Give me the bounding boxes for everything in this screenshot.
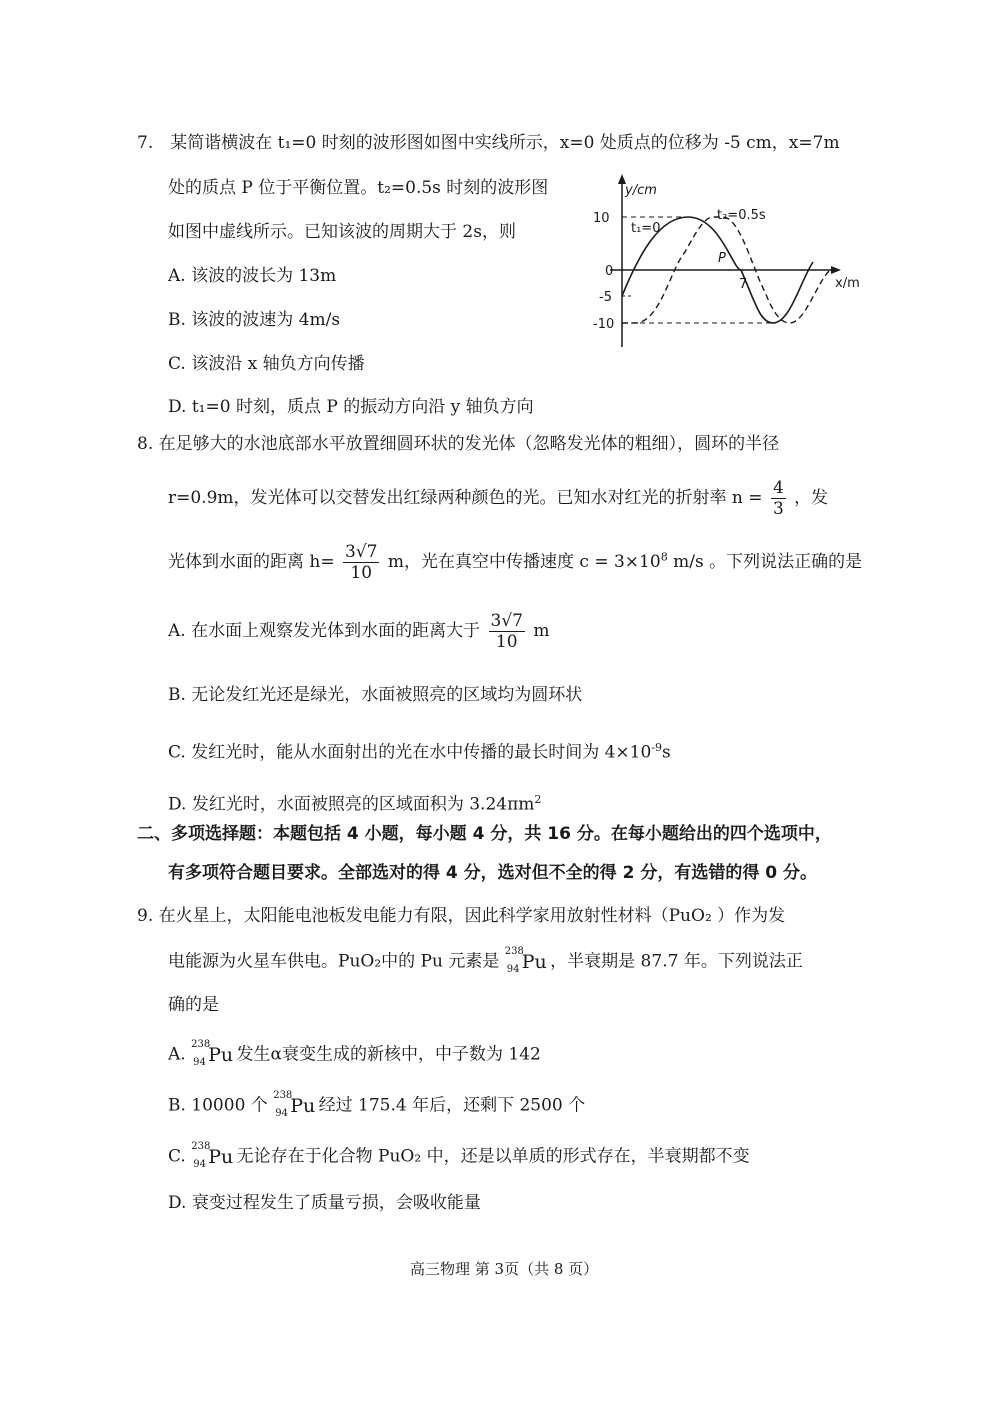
pu238-nuclide xyxy=(504,946,547,975)
tick-neg10: -10 xyxy=(593,317,615,332)
q8-line3-mid: m，光在真空中传播速度 c = 3×10 xyxy=(387,552,661,572)
q7-line3: 如图中虚线所示。已知该波的周期大于 2s，则 xyxy=(168,222,516,242)
q8-option-d-text: D. 发红光时，水面被照亮的区域面积为 3.24πm xyxy=(168,794,535,815)
q9-line2-end: ，半衰期是 87.7 年。下列说法正 xyxy=(550,951,803,972)
q9-option-a-letter: A. xyxy=(168,1044,192,1065)
q8-option-c-exponent: -9 xyxy=(651,741,663,754)
tick-0: 0 xyxy=(605,264,614,279)
q8-line2-text: r=0.9m，发光体可以交替发出红绿两种颜色的光。已知水对红光的折射率 n = xyxy=(168,488,763,508)
section2-title: 二、多项选择题：本题包括 4 小题，每小题 4 分，共 16 分。在每小题给出的四个选项中， xyxy=(137,824,832,844)
q9-option-b-end: 经过 175.4 年后，还剩下 2500 个 xyxy=(318,1095,586,1116)
n-denominator: 3 xyxy=(772,499,784,519)
q9-option-a-text: 发生α衰变生成的新核中，中子数为 142 xyxy=(236,1044,541,1065)
y-axis-label: y/cm xyxy=(625,183,657,198)
x-axis-arrow xyxy=(831,266,841,274)
q7-option-c: C. 该波沿 x 轴负方向传播 xyxy=(168,354,365,374)
element-symbol: Pu xyxy=(290,1095,316,1117)
q9-option-c-letter: C. xyxy=(168,1146,192,1167)
q8-option-a-text: A. 在水面上观察发光体到水面的距离大于 xyxy=(168,621,481,641)
pu238-nuclide xyxy=(191,1039,234,1068)
tick-10: 10 xyxy=(593,211,610,226)
q8-option-c-text: C. 发红光时，能从水面射出的光在水中传播的最长时间为 4×10 xyxy=(168,742,652,763)
q8-option-a-unit: m xyxy=(533,621,550,641)
x-axis-label: x/m xyxy=(835,276,860,291)
label-p: P xyxy=(718,251,726,266)
h-denominator: 10 xyxy=(350,563,373,583)
refractive-index-fraction xyxy=(771,478,786,519)
mass-number: 238 xyxy=(273,1090,293,1101)
mass-number: 238 xyxy=(504,946,524,957)
q8-line3 xyxy=(168,542,862,583)
tick-7: 7 xyxy=(739,277,748,292)
h-numerator: 3√7 xyxy=(345,542,378,562)
q7-line2: 处的质点 P 位于平衡位置。t₂=0.5s 时刻的波形图 xyxy=(168,178,549,198)
q9-option-c xyxy=(168,1141,750,1170)
q7-option-a: A. 该波的波长为 13m xyxy=(168,266,337,286)
element-symbol: Pu xyxy=(208,1044,234,1066)
mass-number: 238 xyxy=(191,1039,211,1050)
pu238-nuclide xyxy=(273,1090,316,1119)
element-symbol: Pu xyxy=(208,1146,234,1168)
q9-line2 xyxy=(168,946,803,975)
q8-line3-end: m/s 。下列说法正确的是 xyxy=(667,552,863,572)
option-a-fraction xyxy=(489,611,525,652)
q8-option-c-unit: s xyxy=(662,742,671,763)
wave-graph xyxy=(585,172,870,357)
page-footer: 高三物理 第 3页（共 8 页） xyxy=(410,1260,599,1278)
q8-option-d-exponent: 2 xyxy=(534,793,542,806)
q9-line3: 确的是 xyxy=(168,995,219,1015)
label-t1: t₁=0 xyxy=(631,221,661,236)
q8-line2 xyxy=(168,478,828,519)
section2-instructions: 有多项符合题目要求。全部选对的得 4 分，选对但不全的得 2 分，有选错的得 0 分。 xyxy=(168,863,817,883)
q8-option-b: B. 无论发红光还是绿光，水面被照亮的区域均为圆环状 xyxy=(168,685,583,705)
atomic-number: 94 xyxy=(506,964,520,975)
q8-option-c xyxy=(168,737,671,764)
q7-option-d: D. t₁=0 时刻，质点 P 的振动方向沿 y 轴负方向 xyxy=(168,397,534,417)
label-t2: t₂=0.5s xyxy=(717,208,766,223)
option-a-denominator: 10 xyxy=(495,632,518,652)
atomic-number: 94 xyxy=(193,1057,206,1068)
q9-option-a xyxy=(168,1039,541,1068)
q9-line1: 9. 在火星上，太阳能电池板发电能力有限，因此科学家用放射性材料（PuO₂ ）作为发 xyxy=(137,906,786,926)
pu238-nuclide xyxy=(191,1141,234,1170)
q9-option-b-text: B. 10000 个 xyxy=(168,1095,268,1116)
q9-option-d: D. 衰变过程发生了质量亏损，会吸收能量 xyxy=(168,1193,481,1213)
q7-option-b: B. 该波的波速为 4m/s xyxy=(168,310,341,330)
q8-line2-end: ，发 xyxy=(794,488,829,508)
atomic-number: 94 xyxy=(193,1159,206,1170)
n-numerator: 4 xyxy=(772,478,784,498)
atomic-number: 94 xyxy=(275,1108,288,1119)
q8-option-a xyxy=(168,611,550,652)
option-a-numerator: 3√7 xyxy=(490,611,523,631)
q9-option-b xyxy=(168,1090,586,1119)
q8-line3-text: 光体到水面的距离 h= xyxy=(168,552,335,572)
element-symbol: Pu xyxy=(521,951,547,973)
q9-option-c-text: 无论存在于化合物 PuO₂ 中，还是以单质的形式存在，半衰期都不变 xyxy=(236,1146,750,1167)
q8-option-d xyxy=(168,789,541,816)
depth-fraction xyxy=(343,542,379,583)
q9-line2-text: 电能源为火星车供电。PuO₂中的 Pu 元素是 xyxy=(168,951,500,972)
q8-line1: 8. 在足够大的水池底部水平放置细圆环状的发光体（忽略发光体的粗细），圆环的半径 xyxy=(137,434,780,454)
tick-neg5: -5 xyxy=(599,290,612,305)
mass-number: 238 xyxy=(191,1141,211,1152)
q7-line1: 7. 某简谐横波在 t₁=0 时刻的波形图如图中实线所示，x=0 处质点的位移为 -5 cm，x=7m xyxy=(137,133,840,153)
c-exponent: 8 xyxy=(660,550,668,564)
